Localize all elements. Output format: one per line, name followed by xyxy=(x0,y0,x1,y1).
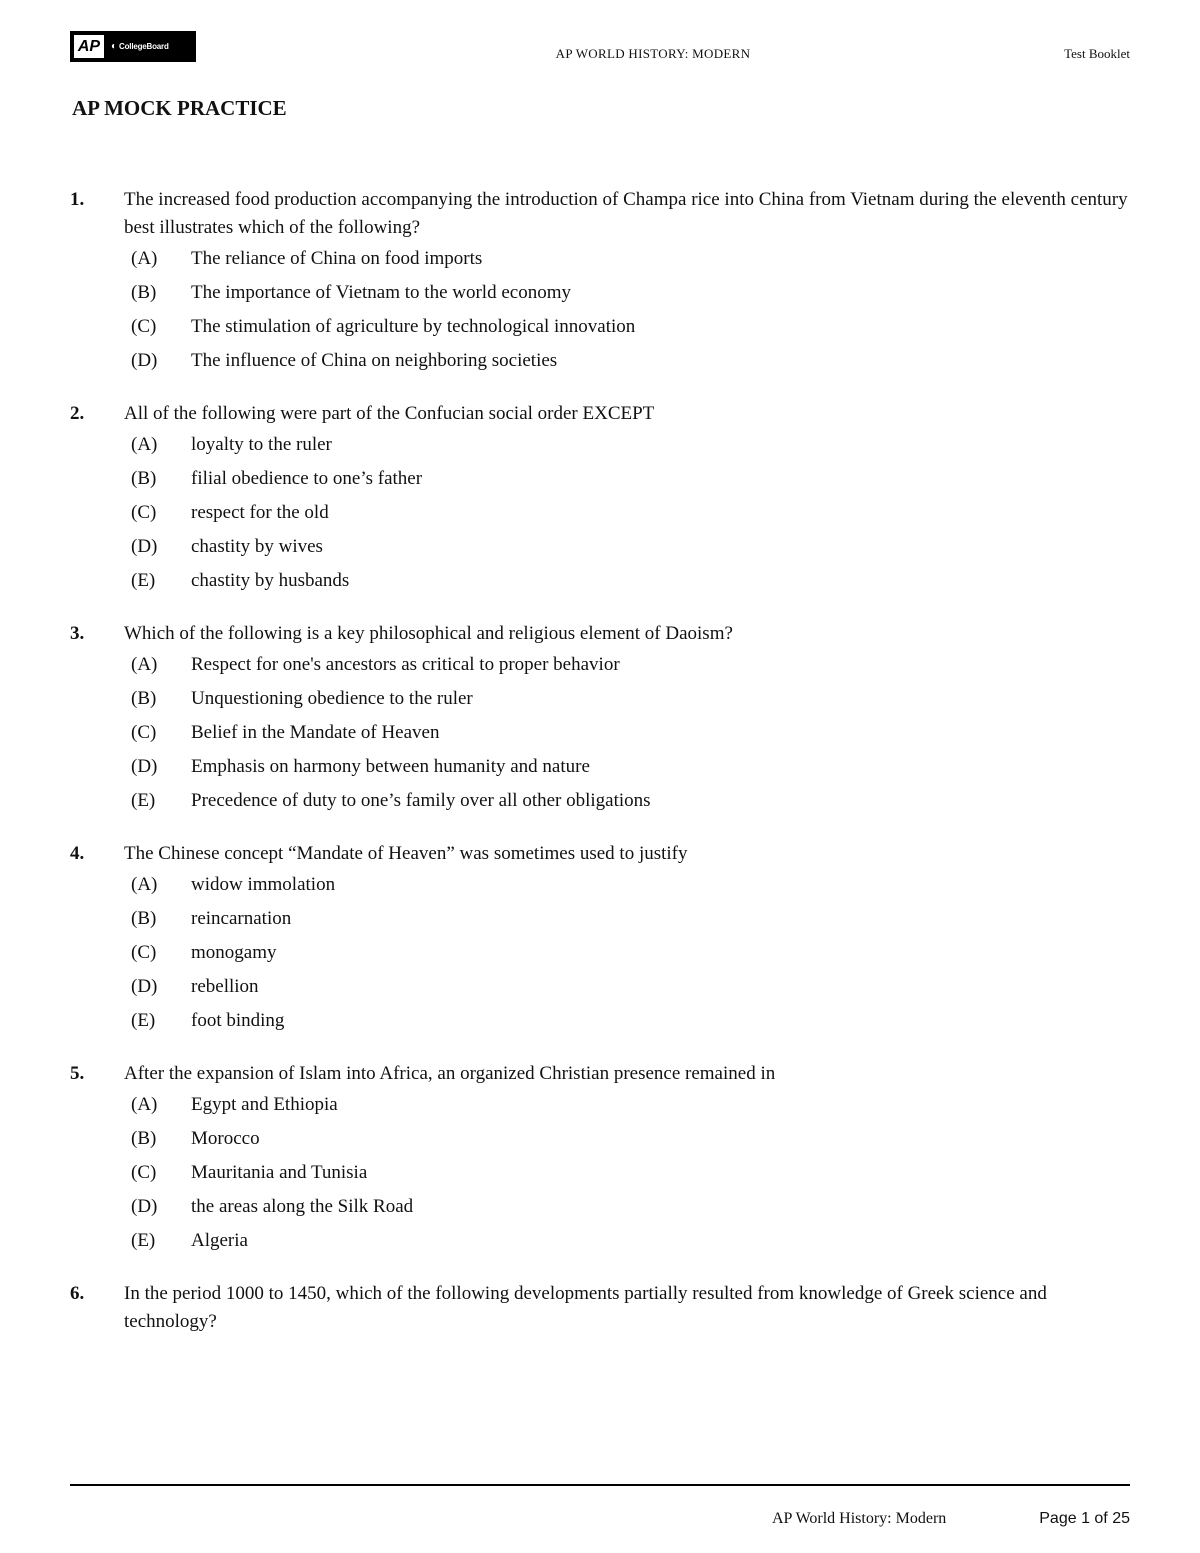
choice-a[interactable] xyxy=(70,868,1130,902)
choice-text: chastity by wives xyxy=(191,536,323,557)
footer-divider xyxy=(70,1484,1130,1486)
choice-letter: (D) xyxy=(131,756,158,777)
choice-e[interactable] xyxy=(70,784,1130,818)
choice-text: Precedence of duty to one’s family over all other obligations xyxy=(191,790,651,811)
choice-letter: (E) xyxy=(131,790,156,811)
choice-text: filial obedience to one’s father xyxy=(191,468,423,489)
choice-c[interactable] xyxy=(70,1156,1130,1190)
choice-letter: (C) xyxy=(131,942,157,963)
question-list xyxy=(70,186,1130,1358)
question-text: The Chinese concept “Mandate of Heaven” was sometimes used to justify xyxy=(124,843,688,864)
question-number: 6. xyxy=(70,1283,85,1304)
choice-a[interactable] xyxy=(70,1088,1130,1122)
choice-d[interactable] xyxy=(70,750,1130,784)
ap-logo-mark: AP xyxy=(74,35,104,58)
header-title: AP WORLD HISTORY: MODERN xyxy=(555,46,751,61)
choice-text: chastity by husbands xyxy=(191,570,350,591)
choice-d[interactable] xyxy=(70,344,1130,378)
choice-b[interactable] xyxy=(70,1122,1130,1156)
choice-letter: (E) xyxy=(131,570,156,591)
choice-letter: (C) xyxy=(131,722,157,743)
choice-e[interactable] xyxy=(70,1004,1130,1038)
choice-e[interactable] xyxy=(70,1224,1130,1258)
choice-text: Belief in the Mandate of Heaven xyxy=(191,722,440,743)
choice-e[interactable] xyxy=(70,564,1130,598)
choice-letter: (A) xyxy=(131,874,158,895)
choice-text: Mauritania and Tunisia xyxy=(191,1162,368,1183)
question-number: 4. xyxy=(70,843,85,864)
question-text: In the period 1000 to 1450, which of the following developments partially resulted from knowledge of Greek science and technology? xyxy=(124,1283,1047,1332)
choice-text: Algeria xyxy=(191,1230,248,1251)
choice-letter: (A) xyxy=(131,654,158,675)
choice-d[interactable] xyxy=(70,530,1130,564)
question-number: 2. xyxy=(70,403,85,424)
choice-text: the areas along the Silk Road xyxy=(191,1196,414,1217)
question-3 xyxy=(70,620,1130,818)
choice-letter: (C) xyxy=(131,502,157,523)
choice-text: The importance of Vietnam to the world economy xyxy=(191,282,571,303)
question-number: 1. xyxy=(70,189,85,210)
choice-b[interactable] xyxy=(70,682,1130,716)
choice-letter: (B) xyxy=(131,1128,157,1149)
choice-b[interactable] xyxy=(70,902,1130,936)
acorn-icon: ◐ xyxy=(111,41,118,52)
choice-text: The reliance of China on food imports xyxy=(191,248,483,269)
page-number: Page 1 of 25 xyxy=(1039,1510,1130,1527)
choice-letter: (B) xyxy=(131,282,157,303)
choice-letter: (A) xyxy=(131,434,158,455)
choice-text: Egypt and Ethiopia xyxy=(191,1094,338,1115)
choice-b[interactable] xyxy=(70,276,1130,310)
choice-text: Emphasis on harmony between humanity and nature xyxy=(191,756,590,777)
choice-b[interactable] xyxy=(70,462,1130,496)
choice-text: Morocco xyxy=(191,1128,260,1149)
choice-c[interactable] xyxy=(70,716,1130,750)
question-6 xyxy=(70,1280,1130,1336)
choice-letter: (B) xyxy=(131,908,157,929)
choice-letter: (B) xyxy=(131,468,157,489)
choice-letter: (E) xyxy=(131,1230,156,1251)
choice-letter: (D) xyxy=(131,536,158,557)
choice-c[interactable] xyxy=(70,310,1130,344)
logo-name: CollegeBoard xyxy=(119,42,169,51)
choice-text: Respect for one's ancestors as critical to proper behavior xyxy=(191,654,620,675)
choice-letter: (C) xyxy=(131,316,157,337)
choice-a[interactable] xyxy=(70,648,1130,682)
choice-text: foot binding xyxy=(191,1010,285,1031)
footer-course: AP World History: Modern xyxy=(772,1510,947,1527)
question-text: The increased food production accompanying the introduction of Champa rice into China from Vietnam during the eleventh century best illustrates which of the following? xyxy=(124,189,1128,238)
choice-c[interactable] xyxy=(70,496,1130,530)
choice-text: monogamy xyxy=(191,942,277,963)
choice-text: widow immolation xyxy=(191,874,336,895)
choice-letter: (C) xyxy=(131,1162,157,1183)
question-text: After the expansion of Islam into Africa, an organized Christian presence remained in xyxy=(124,1063,776,1084)
choice-letter: (D) xyxy=(131,350,158,371)
choice-d[interactable] xyxy=(70,1190,1130,1224)
choice-a[interactable] xyxy=(70,428,1130,462)
question-text: All of the following were part of the Confucian social order EXCEPT xyxy=(124,403,655,424)
choice-letter: (E) xyxy=(131,1010,156,1031)
choice-letter: (A) xyxy=(131,1094,158,1115)
choice-d[interactable] xyxy=(70,970,1130,1004)
question-number: 3. xyxy=(70,623,85,644)
choice-letter: (A) xyxy=(131,248,158,269)
choice-text: respect for the old xyxy=(191,502,329,523)
choice-letter: (D) xyxy=(131,976,158,997)
choice-text: The influence of China on neighboring societies xyxy=(191,350,558,371)
question-5 xyxy=(70,1060,1130,1258)
choice-letter: (D) xyxy=(131,1196,158,1217)
choice-letter: (B) xyxy=(131,688,157,709)
choice-text: rebellion xyxy=(191,976,259,997)
choice-text: The stimulation of agriculture by technological innovation xyxy=(191,316,636,337)
question-text: Which of the following is a key philosophical and religious element of Daoism? xyxy=(124,623,733,644)
choice-text: reincarnation xyxy=(191,908,292,929)
choice-c[interactable] xyxy=(70,936,1130,970)
choice-text: Unquestioning obedience to the ruler xyxy=(191,688,473,709)
question-4 xyxy=(70,840,1130,1038)
question-2 xyxy=(70,400,1130,598)
choice-a[interactable] xyxy=(70,242,1130,276)
header-label: Test Booklet xyxy=(1064,46,1130,61)
page-title: AP MOCK PRACTICE xyxy=(72,96,287,120)
question-number: 5. xyxy=(70,1063,85,1084)
question-1 xyxy=(70,186,1130,378)
choice-text: loyalty to the ruler xyxy=(191,434,332,455)
